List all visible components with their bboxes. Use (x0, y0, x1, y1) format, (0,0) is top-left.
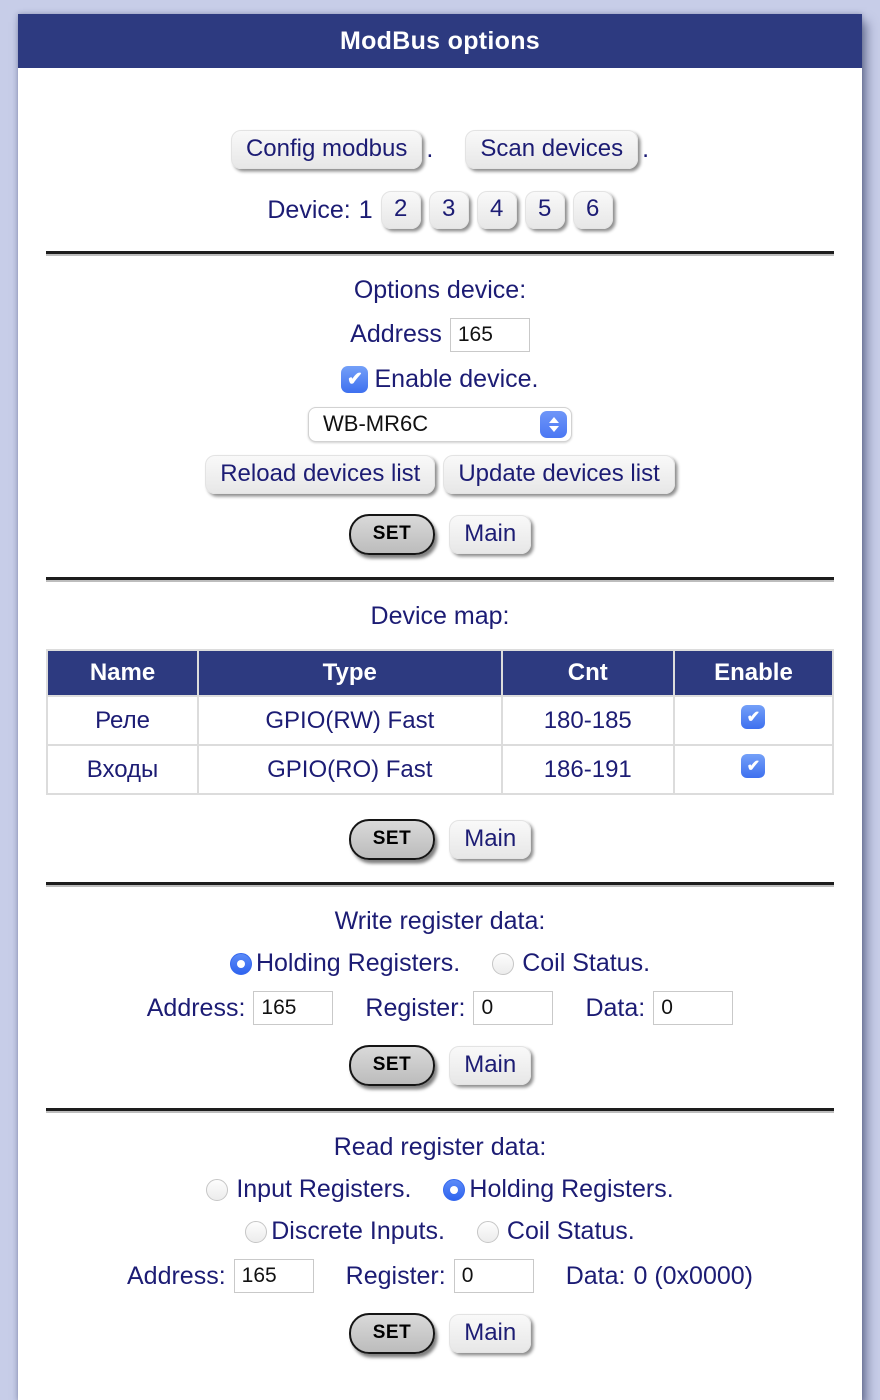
page-title: ModBus options (339, 26, 540, 55)
title-bar (18, 14, 862, 68)
enable-device-checkbox[interactable] (341, 366, 368, 393)
read-register-heading: Read register data: (333, 1133, 547, 1162)
options-device-heading: Options device: (353, 275, 527, 304)
write-data-label: Data: (585, 993, 646, 1022)
device-button-5[interactable]: 5 (525, 191, 565, 228)
section-divider (46, 577, 834, 580)
config-suffix-dot: . (426, 135, 434, 164)
write-radio-row (44, 949, 836, 978)
write-coil-radio[interactable] (492, 953, 514, 975)
table-row (48, 746, 832, 793)
write-register-section (44, 907, 836, 1086)
read-data-label: Data: (565, 1261, 626, 1290)
cell-name: Реле (48, 697, 197, 744)
read-coil-label: Coil Status. (506, 1217, 635, 1246)
column-header-enable: Enable (675, 651, 832, 695)
write-main-button[interactable]: Main (449, 1046, 531, 1085)
read-actions-row (44, 1313, 836, 1354)
device-button-4[interactable]: 4 (477, 191, 517, 228)
read-holding-radio[interactable] (443, 1179, 465, 1201)
read-data-value: 0 (0x0000) (633, 1261, 753, 1290)
options-actions-row (44, 514, 836, 555)
content (18, 68, 862, 1400)
write-data-input[interactable] (653, 991, 733, 1025)
device-model-row (44, 407, 836, 442)
cell-name: Входы (48, 746, 197, 793)
device-model-select[interactable] (308, 407, 572, 442)
chevron-up-icon (549, 417, 559, 423)
current-device-number: 1 (358, 195, 373, 224)
write-register-input[interactable] (473, 991, 553, 1025)
read-register-section (44, 1133, 836, 1354)
device-model-value: WB-MR6C (323, 411, 429, 437)
device-button-6[interactable]: 6 (573, 191, 613, 228)
read-holding-label: Holding Registers. (469, 1175, 674, 1204)
device-map-table (46, 649, 834, 795)
device-button-2[interactable]: 2 (381, 191, 421, 228)
column-header-name: Name (48, 651, 197, 695)
reload-devices-button[interactable]: Reload devices list (205, 455, 435, 494)
section-divider (46, 251, 834, 254)
write-actions-row (44, 1045, 836, 1086)
read-register-label: Register: (345, 1261, 446, 1290)
chevron-down-icon (549, 426, 559, 432)
cell-enable (675, 746, 832, 793)
options-device-section (44, 276, 836, 555)
device-button-3[interactable]: 3 (429, 191, 469, 228)
write-fields-row (44, 991, 836, 1025)
select-stepper-icon (540, 411, 567, 438)
read-radio-row-2 (44, 1217, 836, 1246)
read-coil-radio[interactable] (477, 1221, 499, 1243)
read-discrete-label: Discrete Inputs. (271, 1217, 445, 1246)
table-row (48, 697, 832, 744)
row-enable-checkbox[interactable] (741, 754, 765, 778)
enable-device-row (44, 365, 836, 394)
options-set-button[interactable]: SET (349, 514, 435, 555)
address-label: Address (350, 320, 442, 349)
table-header-row (48, 651, 832, 695)
write-set-button[interactable]: SET (349, 1045, 435, 1086)
read-fields-row (44, 1259, 836, 1293)
read-discrete-radio[interactable] (245, 1221, 267, 1243)
write-holding-label: Holding Registers. (255, 949, 461, 978)
write-holding-radio[interactable] (230, 953, 252, 975)
scan-devices-button[interactable]: Scan devices (465, 130, 638, 169)
write-address-input[interactable] (253, 991, 333, 1025)
options-main-button[interactable]: Main (449, 515, 531, 554)
read-register-input[interactable] (454, 1259, 534, 1293)
cell-cnt: 186-191 (503, 746, 673, 793)
device-map-main-button[interactable]: Main (449, 820, 531, 859)
address-input[interactable] (450, 318, 530, 352)
column-header-cnt: Cnt (503, 651, 673, 695)
read-address-input[interactable] (234, 1259, 314, 1293)
cell-type: GPIO(RW) Fast (199, 697, 500, 744)
device-map-heading: Device map: (370, 602, 510, 631)
update-devices-button[interactable]: Update devices list (443, 455, 674, 494)
section-divider (46, 882, 834, 885)
cell-cnt: 180-185 (503, 697, 673, 744)
scan-suffix-dot: . (642, 135, 650, 164)
modbus-card (18, 14, 862, 1400)
write-address-label: Address: (146, 993, 246, 1022)
row-enable-checkbox[interactable] (741, 705, 765, 729)
device-label: Device: (267, 195, 351, 224)
read-address-label: Address: (126, 1261, 226, 1290)
write-register-label: Register: (365, 993, 466, 1022)
enable-device-label: Enable device. (374, 364, 539, 393)
device-map-section (44, 602, 836, 860)
address-row (44, 318, 836, 352)
device-map-actions-row (44, 819, 836, 860)
section-divider (46, 1108, 834, 1111)
config-modbus-button[interactable]: Config modbus (231, 130, 422, 169)
column-header-type: Type (199, 651, 500, 695)
read-radio-row-1 (44, 1175, 836, 1204)
read-input-radio[interactable] (206, 1179, 228, 1201)
read-main-button[interactable]: Main (449, 1314, 531, 1353)
device-list-buttons-row (44, 455, 836, 494)
device-selector-row (44, 191, 836, 228)
cell-type: GPIO(RO) Fast (199, 746, 500, 793)
device-map-set-button[interactable]: SET (349, 819, 435, 860)
write-register-heading: Write register data: (334, 907, 546, 936)
read-input-label: Input Registers. (236, 1175, 412, 1204)
toolbar-row (44, 130, 836, 169)
write-coil-label: Coil Status. (522, 949, 651, 978)
cell-enable (675, 697, 832, 744)
read-set-button[interactable]: SET (349, 1313, 435, 1354)
